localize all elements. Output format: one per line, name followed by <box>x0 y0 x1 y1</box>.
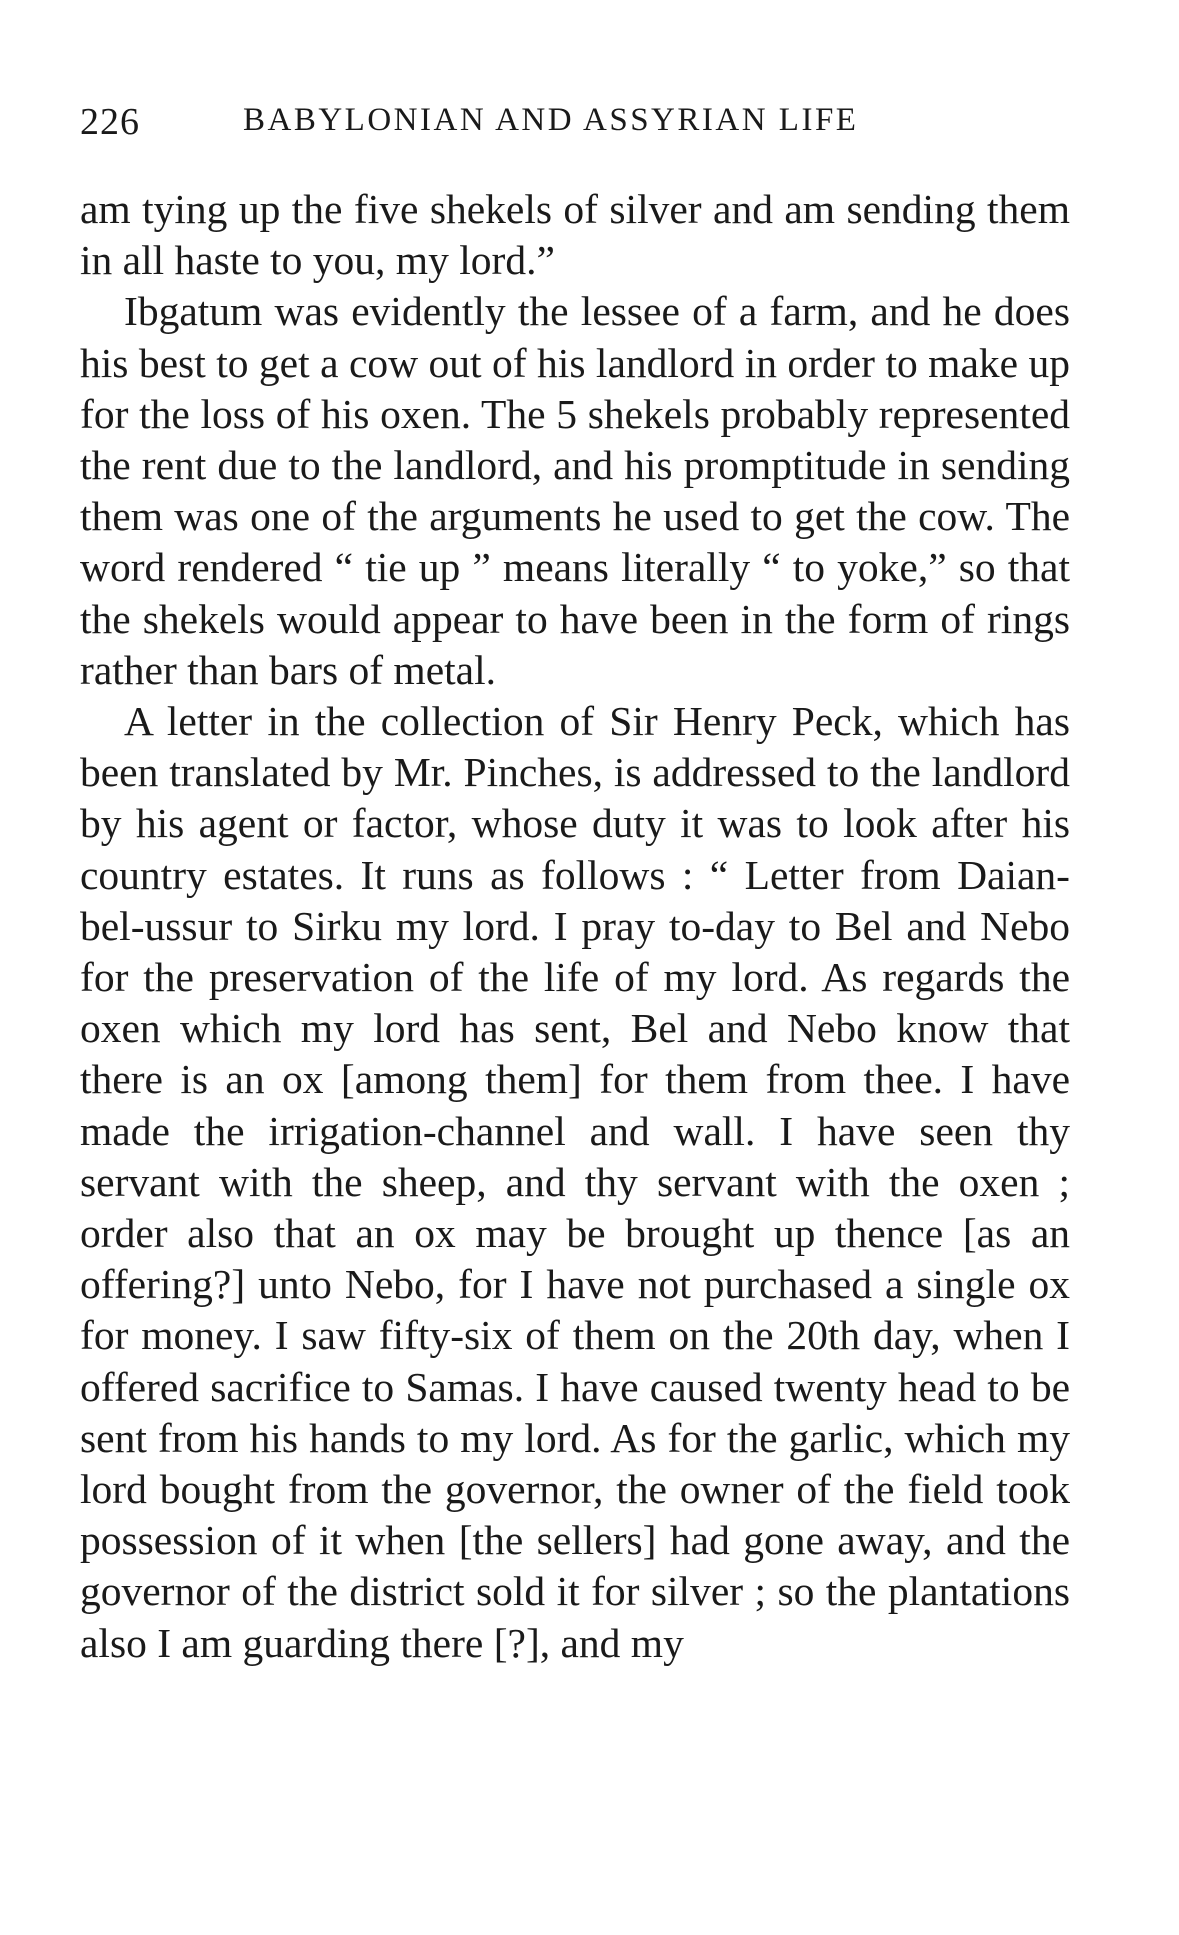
paragraph-ibgatum: Ibgatum was evidently the lessee of a farm, and he does his best to get a cow out of his landlord in order to make up for the loss of his oxen. The 5 shekels probably represented the rent due to the landlord, and his promptitude in sending them was one of the arguments he used to get the cow. The word rendered “ tie up ” means literally “ to yoke,” so that the shekels would appear to have been in the form of rings rather than bars of metal. <box>80 288 1070 693</box>
body-text <box>80 184 1070 1669</box>
paragraph-peck-letter: A letter in the collection of Sir Henry Peck, which has been translated by Mr. Pinches, is addressed to the landlord by his agent or factor, whose duty it was to look after his country estates. It runs as follows : “ Letter from Daian-bel-ussur to Sirku my lord. I pray to-day to Bel and Nebo for the preservation of the life of my lord. As regards the oxen which my lord has sent, Bel and Nebo know that there is an ox [among them] for them from thee. I have made the irrigation-channel and wall. I have seen thy servant with the sheep, and thy servant with the oxen ; order also that an ox may be brought up thence [as an offering?] unto Nebo, for I have not purchased a single ox for money. I saw fifty-six of them on the 20th day, when I offered sacrifice to Samas. I have caused twenty head to be sent from his hands to my lord. As for the garlic, which my lord bought from the governor, the owner of the field took possession of it when [the sellers] had gone away, and the governor of the district sold it for silver ; so the plantations also I am guarding there [?], and my <box>80 698 1070 1666</box>
paragraph-continued: am tying up the five shekels of silver and am sending them in all haste to you, my lord.” <box>80 186 1070 284</box>
book-page <box>80 100 1070 1669</box>
page-number: 226 <box>80 101 140 143</box>
page-header <box>80 100 1070 150</box>
running-head: BABYLONIAN AND ASSYRIAN LIFE <box>243 102 859 138</box>
